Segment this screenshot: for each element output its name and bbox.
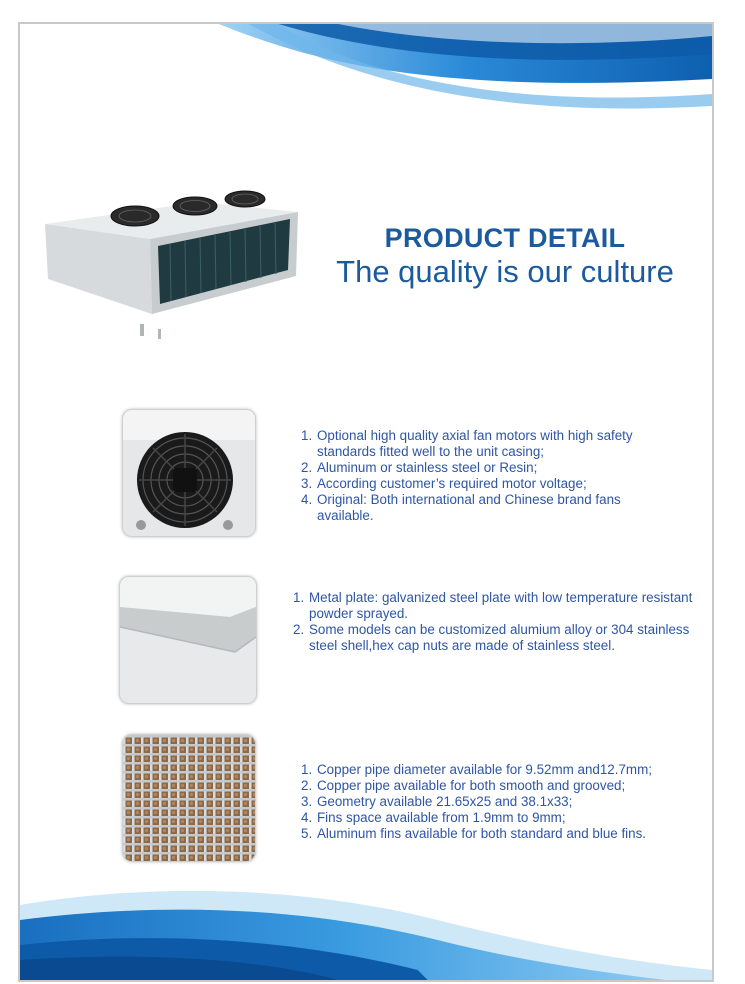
bottom-wave-decoration (20, 860, 712, 980)
copper-fins-features-list (301, 762, 711, 842)
list-item: 2. Aluminum or stainless steel or Resin; (301, 460, 538, 475)
fan-motor-photo (122, 409, 256, 537)
list-item: 4. Original: Both international and Chinese brand fans available. (301, 492, 621, 523)
list-item: 1. Copper pipe diameter available for 9.52mm and12.7mm; (301, 762, 652, 777)
page-frame (18, 22, 714, 982)
list-item: 2. Copper pipe available for both smooth and grooved; (301, 778, 626, 793)
list-item: 2. Some models can be customized alumium alloy or 304 stainless steel shell,hex cap nuts are made of stainless steel. (293, 622, 690, 653)
copper-fins-photo (122, 734, 256, 862)
list-item: 1. Metal plate: galvanized steel plate with low temperature resistant powder sprayed. (293, 590, 693, 621)
page-title: PRODUCT DETAIL (384, 223, 626, 253)
list-item: 5. Aluminum fins available for both standard and blue fins. (301, 826, 647, 841)
fan-features-list (301, 428, 661, 524)
metal-plate-features-list (293, 590, 703, 654)
list-item: 3. According customer’s required motor voltage; (301, 476, 587, 491)
page-subtitle: The quality is our culture (336, 254, 674, 289)
list-item: 1. Optional high quality axial fan motors with high safety standards fitted well to the unit casing; (301, 428, 633, 459)
condenser-unit-image (40, 184, 300, 349)
list-item: 3. Geometry available 21.65x25 and 38.1x33; (301, 794, 573, 809)
metal-plate-photo (119, 576, 257, 704)
list-item: 4. Fins space available from 1.9mm to 9mm; (301, 810, 566, 825)
heading-block (320, 222, 690, 290)
top-wave-decoration (20, 24, 712, 134)
